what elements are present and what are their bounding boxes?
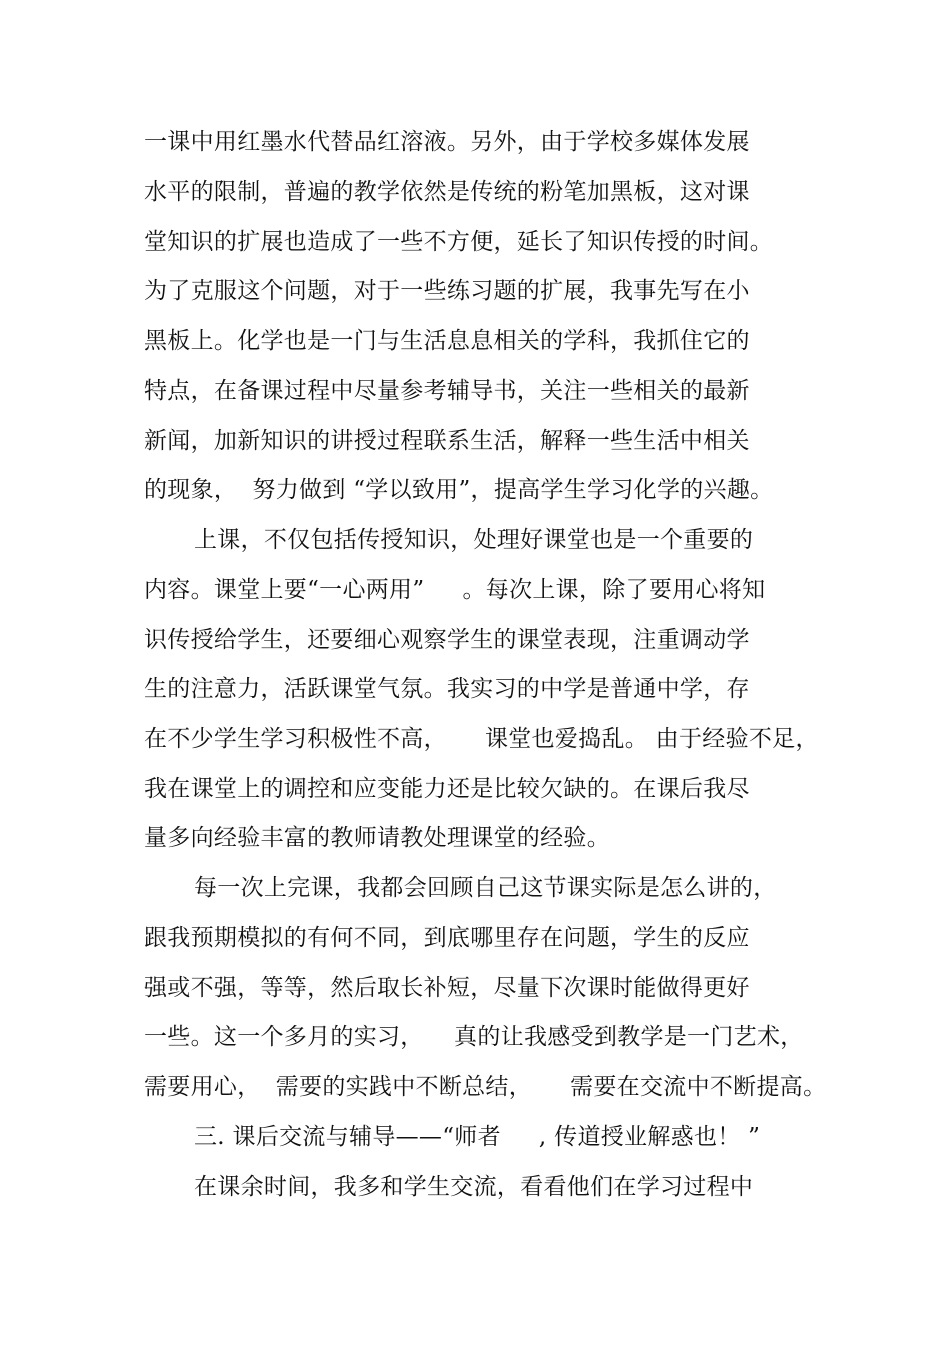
- text-line: 强或不强，等等，然后取长补短，尽量下次课时能做得更好: [144, 975, 750, 1001]
- text-line: 的现象， 努力做到 “学以致用”，提高学生学习化学的兴趣。: [144, 477, 774, 503]
- text-line: 新闻，加新知识的讲授过程联系生活，解释一些生活中相关: [144, 428, 750, 454]
- text-line: 为了克服这个问题，对于一些练习题的扩展，我事先写在小: [144, 278, 750, 304]
- text-line: 堂知识的扩展也造成了一些不方便，延长了知识传授的时间。: [144, 229, 774, 255]
- text-line: 生的注意力，活跃课堂气氛。我实习的中学是普通中学，存: [144, 676, 750, 702]
- text-line: 一课中用红墨水代替品红溶液。另外，由于学校多媒体发展: [144, 129, 750, 155]
- text-line: 黑板上。化学也是一门与生活息息相关的学科，我抓住它的: [144, 328, 750, 354]
- text-line: 水平的限制，普遍的教学依然是传统的粉笔加黑板，这对课: [144, 179, 750, 205]
- text-line: 一些。这一个多月的实习， 真的让我感受到教学是一门艺术，: [144, 1024, 804, 1050]
- text-line: 特点，在备课过程中尽量参考辅导书，关注一些相关的最新: [144, 378, 750, 404]
- text-line: 我在课堂上的调控和应变能力还是比较欠缺的。在课后我尽: [144, 776, 750, 802]
- text-line: 识传授给学生，还要细心观察学生的课堂表现，注重调动学: [144, 627, 750, 653]
- text-line: 需要用心， 需要的实践中不断总结， 需要在交流中不断提高。: [144, 1074, 827, 1100]
- paragraph-start-line: 在课余时间，我多和学生交流，看看他们在学习过程中: [194, 1174, 754, 1200]
- text-line: 内容。课堂上要“一心两用” 。每次上课，除了要用心将知: [144, 577, 766, 603]
- text-line: 量多向经验丰富的教师请教处理课堂的经验。: [144, 825, 610, 851]
- text-line: 跟我预期模拟的有何不同，到底哪里存在问题，学生的反应: [144, 925, 750, 951]
- text-line: 在不少学生学习积极性不高， 课堂也爱捣乱。 由于经验不足，: [144, 726, 819, 752]
- section-heading: 三. 课后交流与辅导——“师者 , 传道授业解惑也！ ”: [194, 1124, 761, 1150]
- paragraph-start-line: 上课，不仅包括传授知识，处理好课堂也是一个重要的: [194, 527, 754, 553]
- paragraph-start-line: 每一次上完课，我都会回顾自己这节课实际是怎么讲的，: [194, 875, 777, 901]
